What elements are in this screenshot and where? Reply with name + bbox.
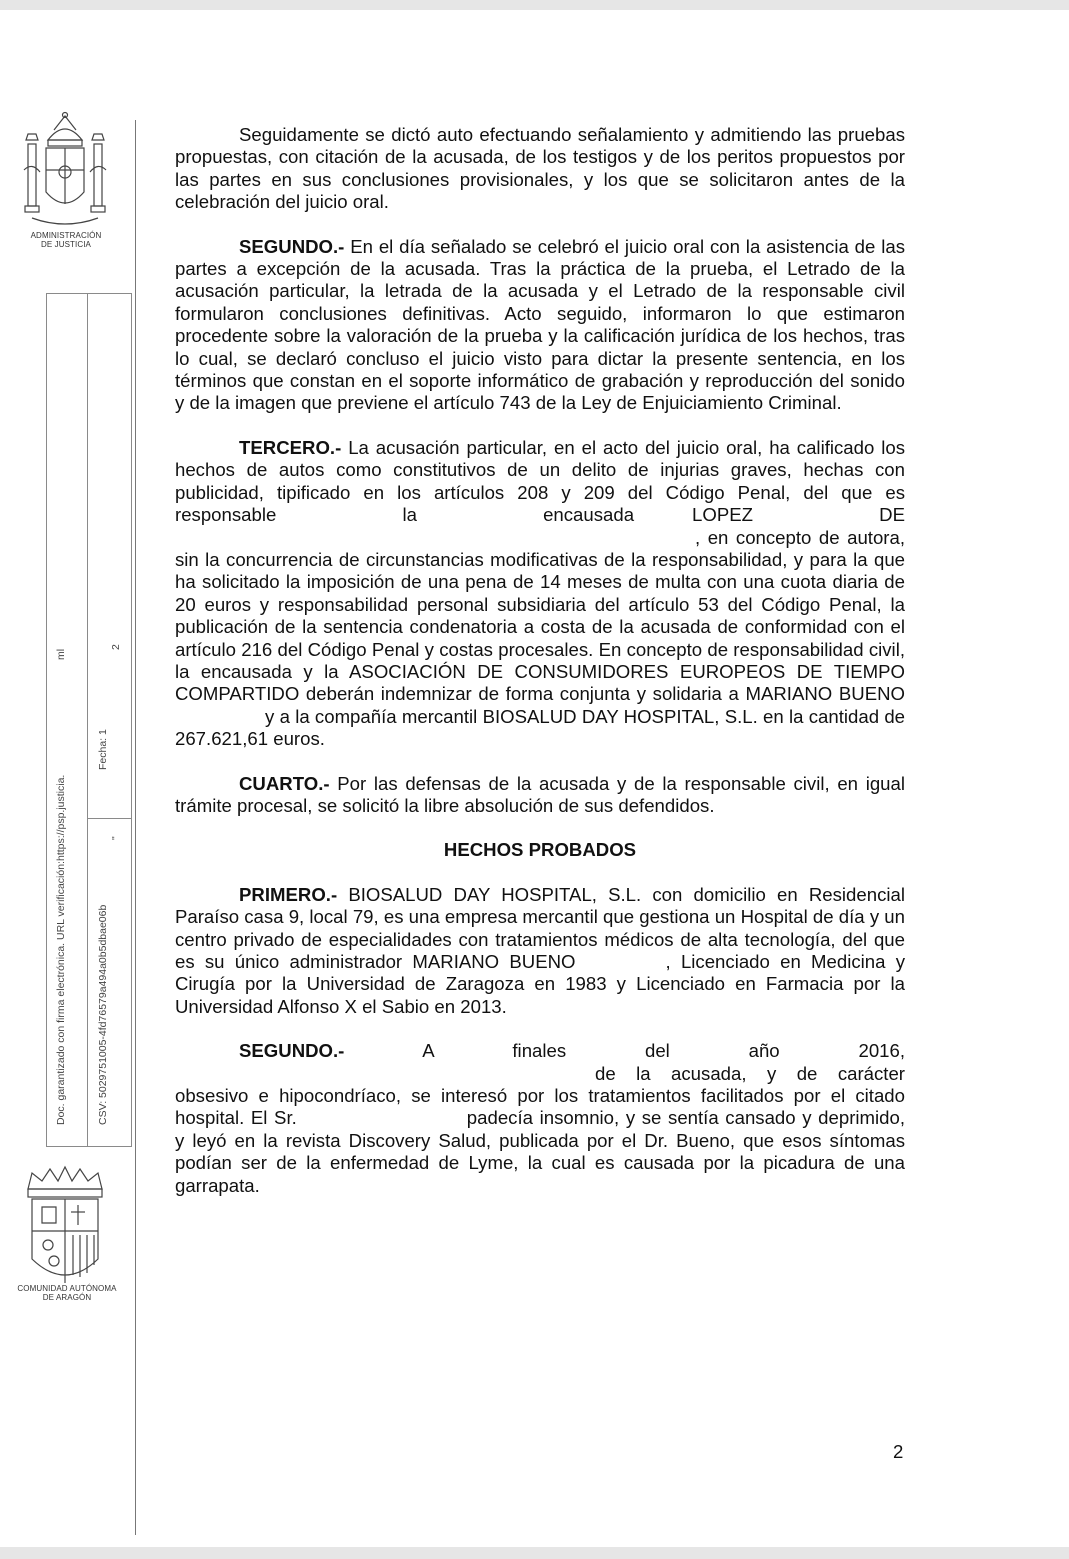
paragraph-seguidamente: Seguidamente se dictó auto efectuando señalamiento y admitiendo las pruebas propuestas, con citación de la acusada, de los testigos y de los peritos propuestos por las partes en sus conclusiones provisionales, y los que se solicitaron antes de la celebración del juicio oral. (175, 124, 905, 213)
paragraph-segundo: SEGUNDO.- En el día señalado se celebró el juicio oral con la asistencia de las partes a excepción de la acusada. Tras la práctica de la prueba, el Letrado de la acusación particular, la letrada de la acusada y el Letrado de la responsable civil formularon conclusiones definitivas. Acto seguido, informaron lo que estimaron procedente sobre la valoración de la prueba y la calificación jurídica de los hechos, tras lo cual, se declaró concluso el juicio visto para dictar la presente sentencia, en los términos que constan en el soporte informático de grabación y reproducción del sonido y de la imagen que previene el artículo 743 de la Ley de Enjuiciamiento Criminal. (175, 235, 905, 414)
margin-rule (135, 120, 136, 1535)
document-body (175, 124, 905, 1219)
emblem-bottom-caption (4, 1284, 130, 1302)
heading-segundo: SEGUNDO.- (239, 235, 345, 257)
paragraph-tercero: TERCERO.- La acusación particular, en el acto del juicio oral, ha calificado los hechos de autos como constitutivos de un delito de injurias graves, hechas con publicidad, tipificado en los artículos 208 y 209 del Código Penal, del que es responsable la encausada LOPEZ DE, en concepto de autora, sin la concurrencia de circunstancias modificativas de la responsabilidad, y para la que ha solicitado la imposición de una pena de 14 meses de multa con una cuota diaria de 20 euros y responsabilidad personal subsidiaria del artículo 53 del Código Penal, la publicación de la sentencia condenatoria a costa de la acusada de conformidad con el artículo 216 del Código Penal y costas procesales. En concepto de responsabilidad civil, la encausada y la ASOCIACIÓN DE CONSUMIDORES EUROPEOS DE TIEMPO COMPARTIDO deberán indemnizar de forma conjunta y solidaria a MARIANO BUENOy a la compañía mercantil BIOSALUD DAY HOSPITAL, S.L. en la cantidad de 267.621,61 euros. (175, 436, 906, 750)
csv-code-text: CSV: 5029751005-4fd76579a494a0b5dbae06b (97, 904, 109, 1125)
page-number: 2 (893, 1441, 904, 1462)
heading-tercero: TERCERO.- (239, 436, 342, 458)
paragraph-segundo-hechos: SEGUNDO.- A finales del año 2016,de la acusada, y de carácter obsesivo e hipocondríaco, se interesó por los tratamientos facilitados por el citado hospital. El Sr. padecía insomnio, y se sentía cansado y deprimido, y leyó en la revista Discovery Salud, publicada por el Dr. Bueno, que esos síntomas podían ser de la enfermedad de Lyme, la cual es causada por la picadura de una garrapata. (175, 1040, 906, 1196)
verification-url-text: Doc. garantizado con firma electrónica. URL verificación:https://psp.justicia. (55, 774, 67, 1125)
paragraph-cuarto: CUARTO.- Por las defensas de la acusada y de la responsable civil, en igual trámite procesal, se solicitó la libre absolución de sus defendidos. (175, 772, 905, 816)
emblem-top-caption-line1: ADMINISTRACIÓN (30, 231, 102, 240)
verification-url-suffix: ml (55, 648, 67, 660)
date-text: Fecha: 1 (97, 729, 109, 770)
paragraph-primero: PRIMERO.- BIOSALUD DAY HOSPITAL, S.L. con domicilio en Residencial Paraíso casa 9, local 79, es una empresa mercantil que gestiona un Hospital de día y un centro privado de especialidades con tratamientos médicos de alta tecnología, del que es su único administrador MARIANO BUENO , Licenciado en Medicina y Cirugía por la Universidad de Zaragoza en 1983 y Licenciado en Farmacia por la Universidad Alfonso X el Sabio en 2013. (175, 883, 905, 1017)
date-mark: 2 (110, 644, 122, 650)
heading-primero: PRIMERO.- (239, 883, 338, 905)
emblem-top-caption-line2: DE JUSTICIA (41, 240, 91, 249)
emblem-bottom-caption-line2: DE ARAGÓN (42, 1293, 92, 1302)
document-page (0, 10, 1069, 1547)
csv-mark: " (110, 836, 122, 840)
redacted-name-lopez: LOPEZ DE (692, 504, 905, 526)
section-title-hechos-probados: HECHOS PROBADOS (443, 839, 637, 861)
emblem-top-caption (12, 231, 120, 249)
aragon-coat-of-arms-icon (18, 1165, 112, 1293)
heading-cuarto: CUARTO.- (239, 772, 330, 794)
emblem-bottom-caption-line1: COMUNIDAD AUTÓNOMA (17, 1284, 117, 1293)
heading-segundo-hechos: SEGUNDO.- (239, 1040, 345, 1062)
spain-coat-of-arms-icon (18, 110, 112, 232)
